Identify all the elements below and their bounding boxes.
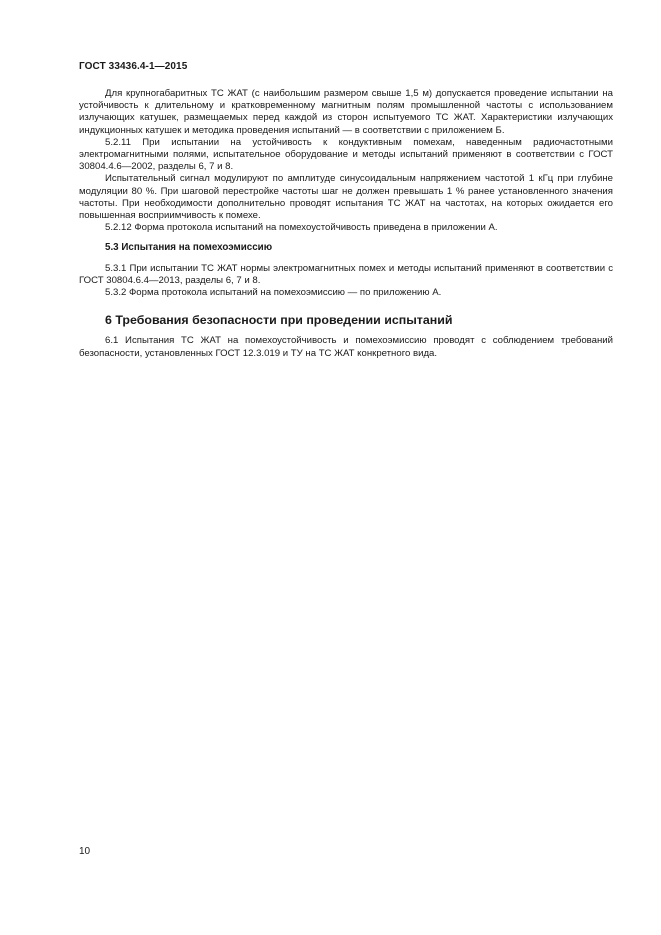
paragraph-5-3-2: 5.3.2 Форма протокола испытаний на помехоэмиссию — по приложению А. — [105, 287, 442, 299]
page-number: 10 — [79, 846, 91, 857]
paragraph-5-3-1: 5.3.1 При испытании ТС ЖАТ нормы электромагнитных помех и методы испытаний применяют в соответствии с ГОСТ 30804.6.4—2013, разделы 6, 7 и 8. — [79, 262, 613, 286]
paragraph-6-1: 6.1 Испытания ТС ЖАТ на помехоустойчивость и помехоэмиссию проводят с соблюдением требований безопасности, установленных ГОСТ 12.3.019 и ТУ на ТС ЖАТ конкретного вида. — [79, 335, 613, 359]
paragraph-5-2-12: 5.2.12 Форма протокола испытаний на помехоустойчивость приведена в приложении А. — [105, 222, 498, 234]
section-title-6: 6 Требования безопасности при проведении испытаний — [105, 313, 453, 328]
paragraph-5-2-11: 5.2.11 При испытании на устойчивость к кондуктивным помехам, наведенным радиочастотными электромагнитными полями, испытательное оборудование и методы испытаний применяют в соответствии с ГОСТ 30804.4.6—2002, разделы 6, 7 и 8. — [79, 136, 613, 173]
paragraph-large-equipment: Для крупногабаритных ТС ЖАТ (с наибольшим размером свыше 1,5 м) допускается проведение испытании на устойчивость к длительному и кратковременному магнитным полям промышленной частоты с использованием излучающих катушек, размещаемых перед каждой из сторон испытуемого ТС ЖАТ. Характеристики излучающих индукционных катушек и методика проведения испытаний — в соответствии с приложением Б. — [79, 88, 613, 136]
subsection-title-5-3: 5.3 Испытания на помехоэмиссию — [105, 242, 273, 254]
document-body — [79, 88, 613, 360]
document-header: ГОСТ 33436.4-1—2015 — [79, 61, 188, 72]
paragraph-test-signal: Испытательный сигнал модулируют по амплитуде синусоидальным напряжением частотой 1 кГц при глубине модуляции 80 %. При шаговой перестройке частоты шаг не должен превышать 1 % ранее установленного значения частоты. При необходимости дополнительно проводят испытания ТС ЖАТ на частотах, на которых ожидается его повышенная восприимчивость к помехе. — [79, 173, 613, 222]
